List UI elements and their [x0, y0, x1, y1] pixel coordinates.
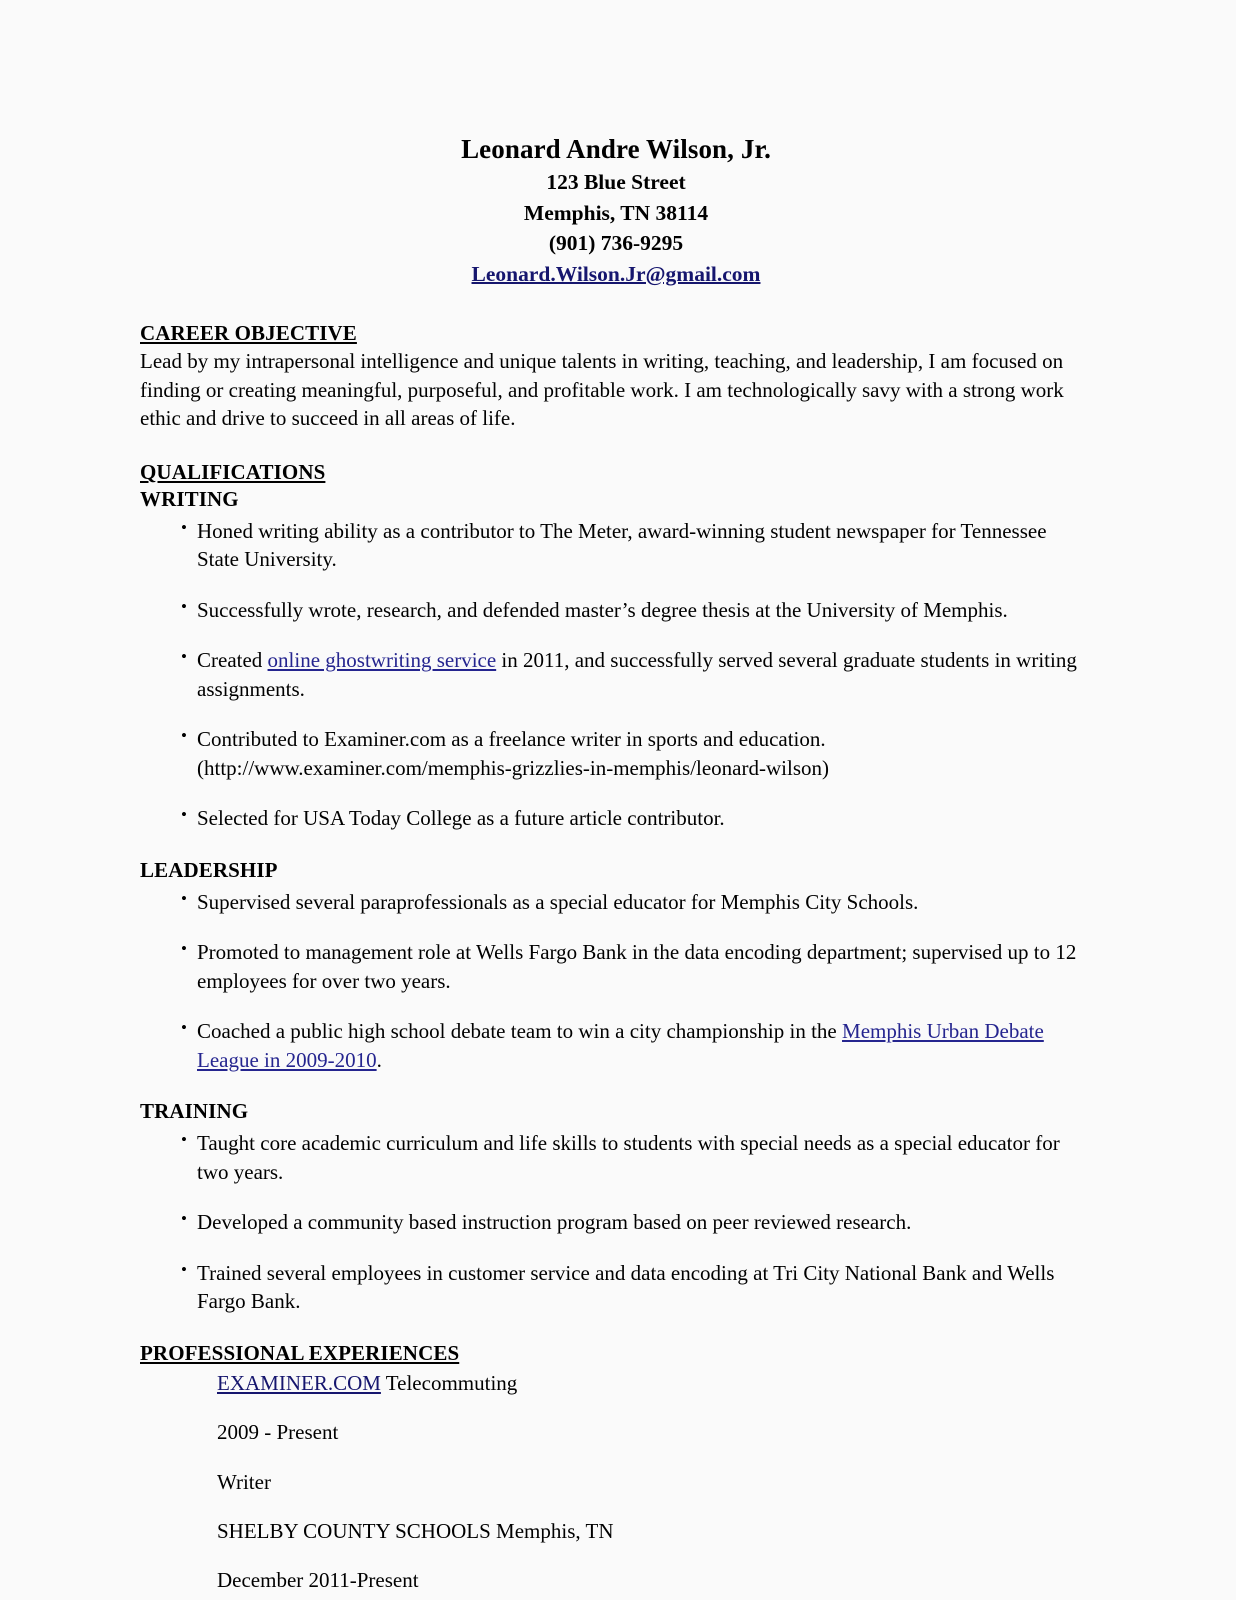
leadership-bullet-list [140, 888, 1092, 1074]
bullet-text-tail: . [376, 1047, 382, 1072]
bullet-item [140, 1017, 1092, 1074]
bullet-text: Created [197, 648, 268, 673]
qualifications-heading: QUALIFICATIONS [140, 460, 326, 485]
career-objective-text: Lead by my intrapersonal intelligence and unique talents in writing, teaching, and leadership, I am focused on finding or creating meaningful, purposeful, and profitable work. I am technologically savy with a strong work ethic and drive to succeed in all areas of life. [140, 349, 1064, 430]
applicant-name: Leonard Andre Wilson, Jr. [461, 134, 771, 164]
inline-link[interactable]: online ghostwriting service [267, 648, 497, 673]
bullet-item [140, 1259, 1092, 1316]
bullet-text: Trained several employees in customer service and data encoding at Tri City National Bank and Wells Fargo Bank. [197, 1260, 1055, 1314]
bullet-text: Coached a public high school debate team to win a city championship in the [197, 1019, 843, 1044]
experience-entry [140, 1418, 1092, 1446]
bullet-item [140, 888, 1092, 916]
training-bullet-list [140, 1129, 1092, 1315]
phone-number: (901) 736-9295 [548, 231, 684, 256]
experience-text: SHELBY COUNTY SCHOOLS Memphis, TN [217, 1519, 614, 1543]
professional-experiences-section [140, 1340, 1092, 1595]
bullet-text: Supervised several paraprofessionals as a special educator for Memphis City Schools. [197, 889, 919, 914]
experience-entry-list [140, 1369, 1092, 1595]
bullet-item [140, 646, 1092, 703]
bullet-text: Successfully wrote, research, and defended master’s degree thesis at the University of Memphis. [197, 597, 1008, 622]
experience-text: 2009 - Present [217, 1420, 339, 1445]
bullet-item [140, 804, 1092, 832]
experience-entry [140, 1566, 1092, 1594]
qualifications-heading-row [140, 459, 1092, 485]
qualifications-section [140, 459, 1092, 1315]
address-street: 123 Blue Street [546, 170, 686, 195]
resume-header [140, 132, 1092, 290]
training-subheading: TRAINING [140, 1099, 249, 1124]
career-objective-heading: CAREER OBJECTIVE [140, 320, 357, 345]
professional-experiences-heading-row [140, 1340, 1092, 1366]
writing-bullet-list [140, 517, 1092, 833]
bullet-text: Selected for USA Today College as a future article contributor. [197, 806, 725, 831]
career-objective-section [140, 320, 1092, 433]
experience-entry [140, 1468, 1092, 1496]
bullet-text: Honed writing ability as a contributor to The Meter, award-winning student newspaper for Tennessee State University. [197, 518, 1047, 572]
bullet-item [140, 596, 1092, 624]
bullet-text: Taught core academic curriculum and life skills to students with special needs as a special educator for two years. [197, 1131, 1060, 1184]
career-objective-heading-row [140, 320, 1092, 346]
bullet-item [140, 1129, 1092, 1186]
experience-text: December 2011-Present [217, 1568, 419, 1593]
bullet-text: Developed a community based instruction program based on peer reviewed research. [197, 1210, 912, 1235]
experience-entry [140, 1369, 1092, 1397]
writing-subheading: WRITING [140, 486, 239, 511]
bullet-text: Promoted to management role at Wells Fargo Bank in the data encoding department; supervised up to 12 employees for over two years. [197, 940, 1077, 993]
experience-text: Writer [217, 1469, 271, 1494]
employer-link[interactable]: EXAMINER.COM [217, 1370, 381, 1395]
professional-experiences-heading: PROFESSIONAL EXPERIENCES [140, 1340, 460, 1365]
inline-link[interactable]: Memphis Urban Debate League in 2009-2010 [197, 1019, 1044, 1072]
bullet-item [140, 725, 1092, 782]
bullet-text: Contributed to Examiner.com as a freelance writer in sports and education. (http://www.examiner.com/memphis-grizzlies-in-memphis/leonard-wilson) [197, 727, 829, 780]
bullet-item [140, 938, 1092, 995]
bullet-item [140, 517, 1092, 574]
experience-text: Telecommuting [380, 1370, 518, 1395]
experience-entry [140, 1517, 1092, 1545]
email-line [140, 259, 1092, 290]
address-city-state-zip: Memphis, TN 38114 [523, 200, 709, 225]
document-body [140, 132, 1092, 1595]
bullet-item [140, 1208, 1092, 1236]
bullet-text-tail: in 2011, and successfully served several graduate students in writing assignments. [197, 648, 1077, 701]
leadership-subheading: LEADERSHIP [140, 857, 278, 882]
email-link[interactable]: Leonard.Wilson.Jr@gmail.com [471, 261, 761, 286]
